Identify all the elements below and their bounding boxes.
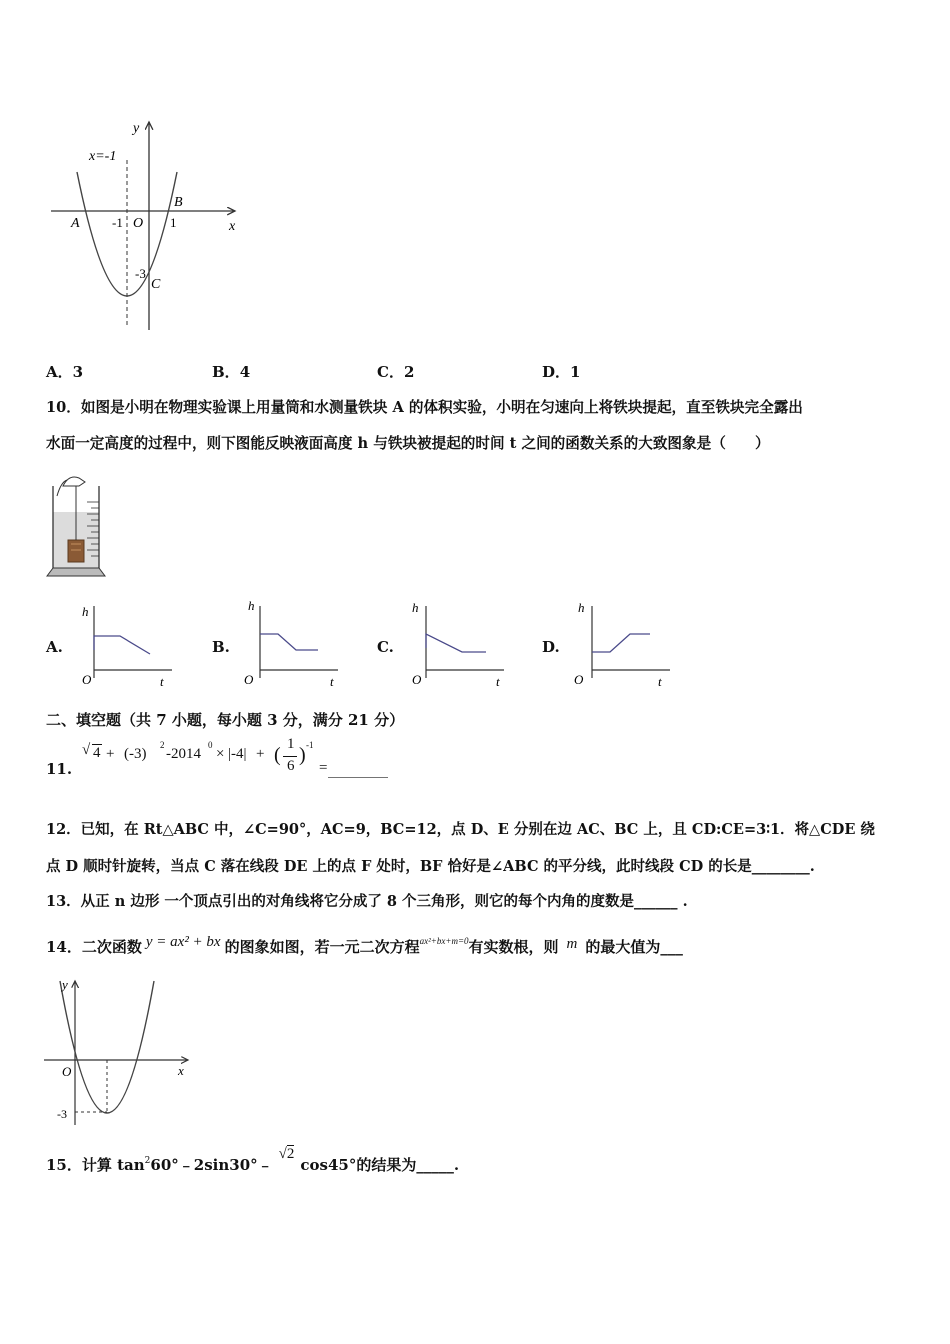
option-value: 1	[570, 363, 581, 381]
q11-number: 11.	[46, 760, 73, 778]
origin-label: O	[574, 672, 584, 687]
q11-sqrt-arg: 4	[93, 745, 101, 761]
q11-frac-bar	[283, 756, 297, 757]
q11-exp2: 2	[160, 740, 165, 750]
section-heading: 二、填空题（共 7 小题，每小题 3 分，满分 21 分）	[46, 711, 405, 729]
q9-label-C: C	[151, 277, 161, 292]
option-letter: B．	[212, 363, 240, 381]
axis-t-label: t	[496, 674, 500, 689]
q11-frac-den: 6	[287, 758, 295, 774]
q15-prefix: 15．计算 tan	[46, 1156, 145, 1174]
origin-label: O	[244, 672, 254, 687]
q12-text-line2: 点 D 顺时针旋转，当点 C 落在线段 DE 上的点 F 处时，BF 恰好是∠ABC 的平分线，此时线段 CD 的长是________.	[46, 858, 815, 875]
q9-parabola-graph	[45, 110, 255, 340]
q12-text-line1: 12．已知，在 Rt△ABC 中，∠C=90°，AC=9，BC=12，点 D、E 分别在边 AC、BC 上，且 CD:CE=3∶1．将△CDE 绕	[46, 821, 875, 838]
origin-label: O	[82, 672, 92, 687]
q15-sqrt: √2	[278, 1146, 295, 1162]
q9-tick-neg3: -3	[135, 266, 146, 281]
q14-equation: ax²+bx+m=0	[419, 936, 469, 946]
option-value: 4	[239, 363, 251, 381]
q11-frac-num: 1	[287, 736, 295, 752]
q9-tick-1: 1	[170, 215, 177, 230]
q10-option-a-graph[interactable]	[72, 598, 182, 690]
q15-sqrt-arg: 2	[286, 1146, 295, 1162]
q10-option-d-graph[interactable]	[570, 598, 680, 690]
q14-label-y: y	[62, 977, 68, 992]
axis-h-label: h	[412, 600, 419, 615]
q10-option-b-graph[interactable]	[238, 598, 348, 690]
q14-line	[46, 936, 683, 957]
q11-exp0: 0	[208, 740, 213, 750]
q10-a-curve	[94, 636, 150, 654]
iron-block	[68, 540, 84, 562]
q11-equals: =	[319, 760, 328, 776]
axis-h-label: h	[82, 604, 89, 619]
q9-label-y: y	[133, 121, 140, 136]
q10-option-c-graph[interactable]	[404, 598, 514, 690]
q15-middle: 60°﹣2sin30°﹣	[150, 1156, 273, 1174]
q11-paren-term: (-3)	[124, 746, 147, 762]
q11-rparen: )	[299, 744, 306, 766]
q9-option-c[interactable]	[377, 361, 414, 382]
q11-plus1: +	[106, 746, 115, 762]
q10-c-curve	[426, 634, 486, 652]
q11-times: ×	[216, 746, 225, 762]
axis-t-label: t	[160, 674, 164, 689]
q15-line	[46, 1146, 460, 1175]
q9-label-x: x	[229, 219, 236, 234]
q9-label-O: O	[133, 216, 144, 231]
axis-t-label: t	[658, 674, 662, 689]
option-letter: D．	[542, 363, 571, 381]
q11-abs-val: |-4|	[228, 746, 247, 762]
q14-after-eq: 有实数根，则	[468, 938, 559, 956]
q11-exp-neg1: -1	[306, 740, 314, 750]
q13-text: 13．从正 n 边形 一个顶点引出的对角线将它分成了 8 个三角形，则它的每个内角的度数是______ .	[46, 893, 688, 910]
q11-minus-year: -2014	[166, 746, 201, 762]
q9-label-vertex-line: x=-1	[89, 149, 117, 164]
q9-option-b[interactable]	[212, 361, 250, 382]
option-letter: A．	[46, 363, 73, 381]
q9-tick-neg1: -1	[112, 215, 123, 230]
q10-text-line1: 10．如图是小明在物理实验课上用量筒和水测量铁块 A 的体积实验，小明在匀速向上将铁块提起，直至铁块完全露出	[46, 399, 803, 416]
q14-prefix: 14．二次函数	[46, 938, 142, 956]
q14-var-m: m	[566, 936, 578, 952]
sqrt-sign: √	[82, 742, 91, 758]
q10-option-b-letter[interactable]: B.	[212, 638, 230, 656]
q9-option-d[interactable]	[542, 361, 580, 382]
q10-text-line2: 水面一定高度的过程中，则下图能反映液面高度 h 与铁块被提起的时间 t 之间的函数关系的大致图象是（ ）	[46, 435, 770, 452]
q14-parabola-graph	[40, 975, 200, 1130]
q10-cylinder-illustration	[45, 472, 115, 580]
q9-label-A: A	[71, 216, 80, 231]
origin-label: O	[412, 672, 422, 687]
q14-function: y = ax² + bx	[145, 934, 221, 950]
q14-middle: 的图象如图，若一元二次方程	[224, 938, 420, 956]
axis-h-label: h	[578, 600, 585, 615]
q10-option-a-letter[interactable]: A.	[46, 638, 63, 656]
axis-h-label: h	[248, 598, 255, 613]
q10-b-curve	[260, 634, 318, 650]
option-value: 3	[72, 363, 84, 381]
q14-tick-neg3: -3	[57, 1107, 67, 1121]
q10-d-curve	[592, 634, 650, 652]
q9-label-B: B	[174, 195, 183, 210]
q11-lparen: (	[274, 744, 281, 766]
q11-plus2: +	[256, 746, 265, 762]
q14-suffix: 的最大值为___	[585, 938, 683, 956]
q9-option-a[interactable]	[46, 361, 83, 382]
q14-label-O: O	[62, 1064, 72, 1079]
q14-parabola-curve	[60, 981, 154, 1113]
q10-option-d-letter[interactable]: D.	[542, 638, 560, 656]
option-letter: C．	[377, 363, 404, 381]
q14-label-x: x	[178, 1063, 184, 1078]
q10-option-c-letter[interactable]: C.	[377, 638, 394, 656]
q11-answer-blank[interactable]: ________	[328, 760, 388, 778]
q15-suffix: cos45°的结果为_____.	[300, 1156, 460, 1174]
q15-sup2: 2	[144, 1156, 151, 1166]
axis-t-label: t	[330, 674, 334, 689]
option-value: 2	[403, 363, 415, 381]
